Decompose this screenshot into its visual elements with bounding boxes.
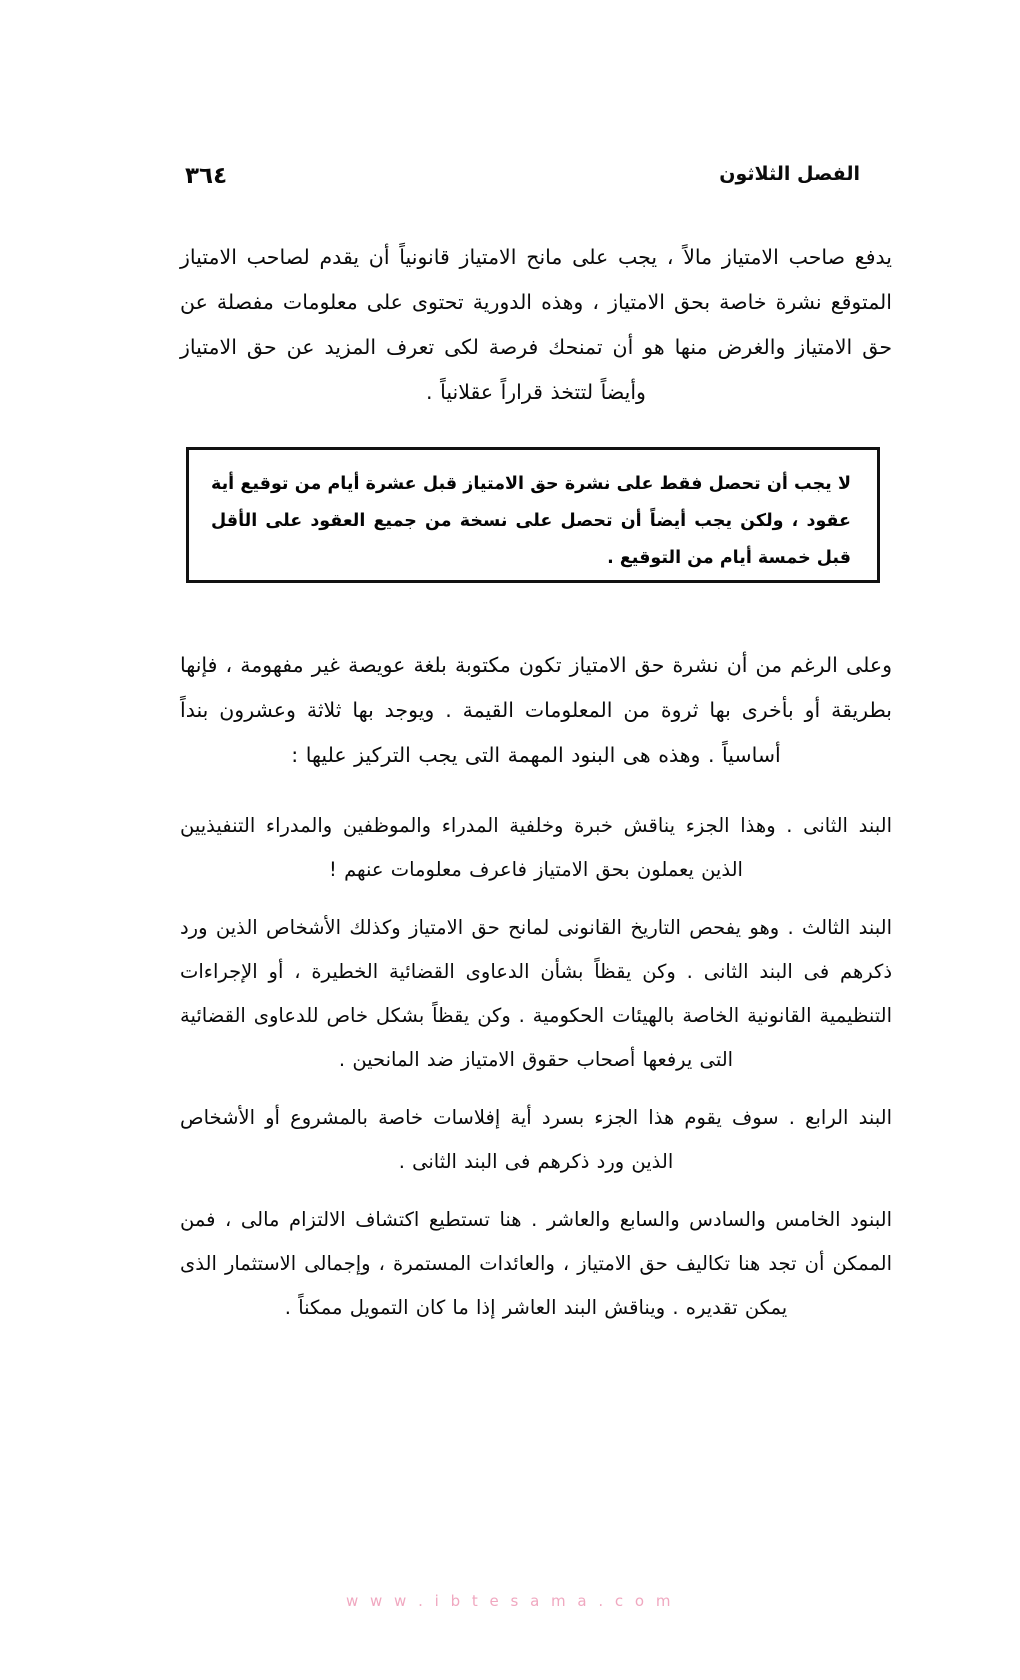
body-text-area [180,235,892,415]
spacer [180,892,892,906]
running-head [0,163,1020,203]
chapter-title: الفصل الثلاثون [719,163,860,185]
paragraph-prospectus: وعلى الرغم من أن نشرة حق الامتياز تكون مكتوبة بلغة عويصة غير مفهومة ، فإنها بطريقة أو بأخرى بها ثروة من المعلومات القيمة . ويوجد بها ثلاثة وعشرون بنداً أساسياً . وهذه هى البنود المهمة التى يجب التركيز عليها : [180,653,892,767]
item-2-text: البند الثانى . وهذا الجزء يناقش خبرة وخلفية المدراء والموظفين والمدراء التنفيذيين الذين يعملون بحق الامتياز فاعرف معلومات عنهم ! [180,814,892,881]
item-3-text: البند الثالث . وهو يفحص التاريخ القانونى لمانح حق الامتياز وكذلك الأشخاص الذين ورد ذكرهم فى البند الثانى . وكن يقظاً بشأن الدعاوى القضائية الخطيرة ، أو الإجراءات التنظيمية القانونية الخاصة بالهيئات الحكومية . وكن يقظاً بشكل خاص للدعاوى القضائية التى يرفعها أصحاب حقوق الامتياز ضد المانحين . [180,916,892,1071]
site-watermark: w w w . i b t e s a m a . c o m [345,1592,674,1610]
item-4-text: البند الرابع . سوف يقوم هذا الجزء بسرد أية إفلاسات خاصة بالمشروع أو الأشخاص الذين ورد ذكرهم فى البند الثانى . [180,1106,892,1173]
item-5-text: البنود الخامس والسادس والسابع والعاشر . هنا تستطيع اكتشاف الالتزام مالى ، فمن الممكن أن تجد هنا تكاليف حق الامتياز ، والعائدات المستمرة ، وإجمالى الاستثمار الذى يمكن تقديره . ويناقش البند العاشر إذا ما كان التمويل ممكناً . [180,1208,892,1319]
callout-text: لا يجب أن تحصل فقط على نشرة حق الامتياز قبل عشرة أيام من توقيع أية عقود ، ولكن يجب أيضاً أن تحصل على نسخة من جميع العقود على الأقل قبل خمسة أيام من التوقيع . [211,474,851,568]
callout-box [186,447,880,583]
paragraph-intro: يدفع صاحب الامتياز مالاً ، يجب على مانح الامتياز قانونياً أن يقدم لصاحب الامتياز المتوقع نشرة خاصة بحق الامتياز ، وهذه الدورية تحتوى على معلومات مفصلة عن حق الامتياز والغرض منها هو أن تمنحك فرصة لكى تعرف المزيد عن حق الامتياز وأيضاً لتتخذ قراراً عقلانياً . [180,245,892,404]
page-number: ٣٦٤ [185,163,228,189]
spacer [180,1082,892,1096]
spacer [180,1184,892,1198]
body-text-area-lower [180,643,892,1330]
spacer [180,778,892,804]
